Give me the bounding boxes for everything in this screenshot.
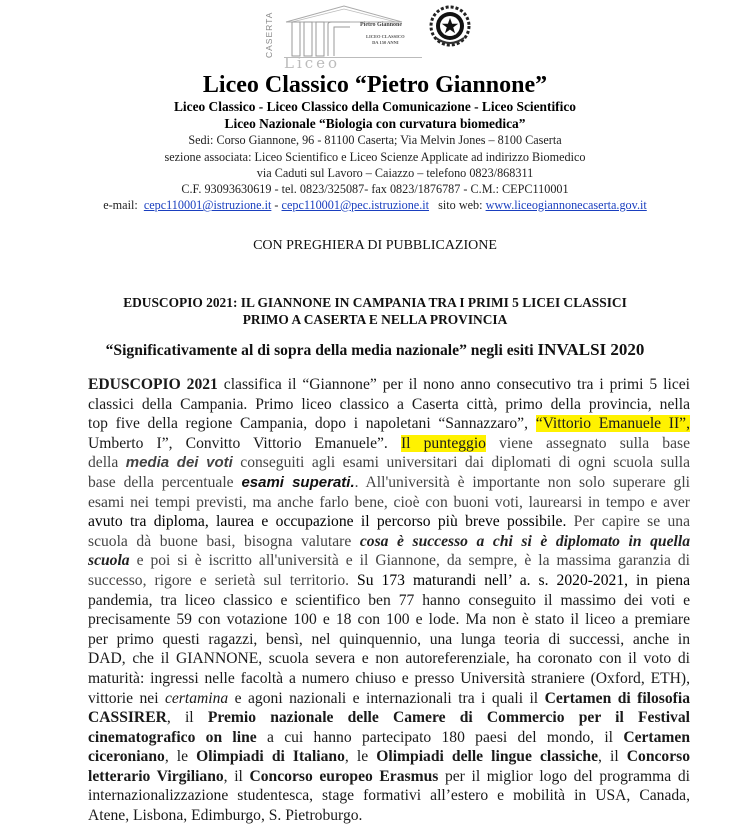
award-name: CASSIRER	[88, 709, 167, 727]
website-label: sito web:	[438, 198, 483, 212]
school-fiscal-info: C.F. 93093630619 - tel. 0823/325087- fax 0823/1876787 - C.M.: CEPC110001	[181, 182, 569, 196]
text-span: viene assegnato sulla base	[485, 434, 690, 452]
text-span: a cui hanno partecipato 180 paesi del mondo, il	[256, 728, 624, 746]
quote-text: “Significativamente al di sopra della media nazionale” negli esiti	[105, 342, 538, 359]
body-line	[88, 414, 690, 434]
school-addresses: Sedi: Corso Giannone, 96 - 81100 Caserta; Via Melvin Jones – 8100 Caserta	[188, 133, 562, 147]
text-span: Umberto I”, Convitto Vittorio Emanuele”.	[88, 434, 401, 452]
text-span: successo, rigore e serietà sul territorio.	[88, 571, 358, 589]
eduscopio-label: EDUSCOPIO 2021	[88, 376, 218, 393]
emphasis-text: cosa è successo a chi si è diplomato in quella	[359, 532, 690, 550]
award-name: Concorso europeo Erasmus	[249, 767, 439, 785]
italian-republic-emblem-icon	[428, 4, 472, 48]
logo-sub-line2: DA 150 ANNI	[372, 39, 399, 45]
text-span: vittorie nei	[88, 689, 165, 707]
text-span: avuto tra diploma, laurea e occupazione il percorso più breve possibile.	[88, 513, 567, 531]
highlighted-text: “Vittorio Emanuele II”,	[535, 415, 690, 433]
school-national-program: Liceo Nazionale “Biologia con curvatura biomedica”	[224, 116, 526, 131]
body-line	[88, 571, 690, 591]
body-line	[88, 434, 690, 454]
text-span: internazionalizzazione studentesca, stage formativi all’estero e mobilità in USA, Canada,	[88, 787, 690, 805]
school-contacts	[0, 198, 750, 213]
award-name: Premio nazionale delle Camere di Commercio per il Festival	[207, 709, 690, 727]
body-line	[88, 395, 690, 415]
body-line	[88, 728, 690, 748]
text-span: , il	[166, 709, 208, 727]
emphasis-text: media dei voti	[125, 454, 233, 472]
emphasis-text: esami superati.	[241, 473, 355, 491]
website-link[interactable]: www.liceogiannonecaserta.gov.it	[485, 198, 647, 212]
logo-name: Pietro Giannone	[360, 22, 403, 28]
body-line	[88, 610, 690, 630]
school-types: Liceo Classico - Liceo Classico della Comunicazione - Liceo Scientifico	[173, 99, 577, 114]
school-title: Liceo Classico “Pietro Giannone”	[202, 72, 548, 98]
text-span: Su 173 maturandi nell’ a. s. 2020-2021, in piena	[357, 571, 690, 589]
body-line	[88, 512, 690, 532]
headline-line1: EDUSCOPIO 2021: IL GIANNONE IN CAMPANIA TRA I PRIMI 5 LICEI CLASSICI	[123, 295, 627, 310]
award-name: letterario Virgiliano	[88, 767, 224, 785]
email-link-istruzione[interactable]: cepc110001@istruzione.it	[143, 198, 272, 212]
text-span: Per capire se una	[566, 513, 690, 531]
body-line	[88, 551, 690, 571]
award-name: Certamen di filosofia	[544, 689, 690, 707]
text-span: pandemia, tra liceo classico e scientifico ben 77 hanno conseguito il massimo dei voti e	[88, 591, 690, 609]
award-name: Olimpiadi delle lingue classiche	[376, 748, 599, 766]
article-body	[88, 375, 690, 826]
body-line	[88, 747, 690, 767]
text-span: precisamente 59 con votazione 100 e 18 con 100 e lode. Ma non è stato il liceo a premiare	[88, 611, 690, 629]
text-span: , il	[598, 748, 627, 766]
text-span: scuola dà buone basi, bisogna valutare	[88, 532, 360, 550]
body-line	[88, 493, 690, 513]
highlighted-text: Il punteggio	[400, 434, 486, 452]
award-name: ciceroniano	[88, 748, 165, 766]
logo-subtitle	[366, 34, 405, 45]
body-line	[88, 375, 690, 395]
award-name: Olimpiadi di Italiano	[196, 748, 345, 766]
body-line	[88, 453, 690, 473]
quote-invalsi: INVALSI 2020	[537, 340, 645, 359]
body-line	[88, 689, 690, 709]
headline-line2: PRIMO A CASERTA E NELLA PROVINCIA	[242, 312, 508, 327]
email-separator: -	[274, 198, 279, 212]
body-line	[88, 473, 690, 493]
body-line	[88, 767, 690, 787]
text-span: esami nei tempi previsti, ma anche farlo bene, cioè con buoni voti, laurearsi in tempo e aver	[88, 493, 690, 511]
text-span: top five della regione Campania, dopo i napoletani “Sannazzaro”,	[88, 415, 536, 433]
text-span: per il miglior logo del programma di	[438, 767, 690, 785]
text-span: e agoni nazionali e internazionali tra i quali il	[228, 689, 545, 707]
body-line	[88, 532, 690, 552]
email-link-pec[interactable]: cepc110001@pec.istruzione.it	[281, 198, 430, 212]
text-span: per primo questi ragazzi, bensì, nel quinquennio, una lunga teoria di successi, anche in	[88, 630, 690, 648]
award-name: cinematografico on line	[88, 728, 257, 746]
logo-sub-line1: LICEO CLASSICO	[366, 34, 405, 39]
school-caiazzo-address: via Caduti sul Lavoro – Caiazzo – telefono 0823/868311	[256, 166, 534, 180]
publication-request: CON PREGHIERA DI PUBBLICAZIONE	[253, 238, 497, 253]
text-span: base della percentuale	[88, 473, 242, 491]
email-label: e-mail:	[103, 198, 138, 212]
italic-text: certamina	[164, 689, 229, 707]
text-span: e poi si è iscritto all'università e il Giannone, da sempre, è la massima garanzia di	[129, 552, 690, 570]
body-line	[88, 708, 690, 728]
text-span: della	[88, 454, 126, 472]
text-span: classici della Campania. Primo liceo classico a Caserta città, primo della provincia, nella	[88, 395, 690, 413]
text-span: conseguiti agli esami universitari dai diplomati di ogni scuola sulla	[232, 454, 691, 472]
emphasis-text: scuola	[88, 552, 130, 570]
body-line	[88, 591, 690, 611]
invalsi-quote	[0, 340, 750, 360]
award-name: Concorso	[626, 748, 691, 766]
body-line	[88, 786, 690, 806]
logo-columns-icon	[290, 20, 352, 58]
body-line	[88, 806, 690, 826]
text-span: DAD, che il GIANNONE, scuola severa e non autoreferenziale, ha coronato con il voto di	[88, 650, 690, 668]
text-span: Atene, Lisbona, Edimburgo, S. Pietroburgo.	[88, 807, 363, 825]
logo-side-text: CASERTA	[264, 11, 274, 58]
text-span: classifica il “Giannone” per il nono anno consecutivo tra i primi 5 licei	[217, 376, 690, 393]
text-span: , il	[223, 767, 250, 785]
body-line	[88, 669, 690, 689]
body-line	[88, 649, 690, 669]
award-name: Certamen	[623, 728, 690, 746]
text-span: , le	[344, 748, 377, 766]
logo-liceo-text: Liceo	[284, 54, 341, 72]
text-span: , le	[164, 748, 197, 766]
text-span: . All'università è importante non solo superare gli	[354, 473, 691, 491]
text-span: maturità: ingressi nelle facoltà a numero chiuso e presso Università straniere (Oxford, ETH),	[88, 669, 690, 687]
school-logo	[262, 0, 412, 72]
body-line	[88, 630, 690, 650]
school-associated-section: sezione associata: Liceo Scientifico e Liceo Scienze Applicate ad indirizzo Biomedico	[164, 150, 586, 164]
